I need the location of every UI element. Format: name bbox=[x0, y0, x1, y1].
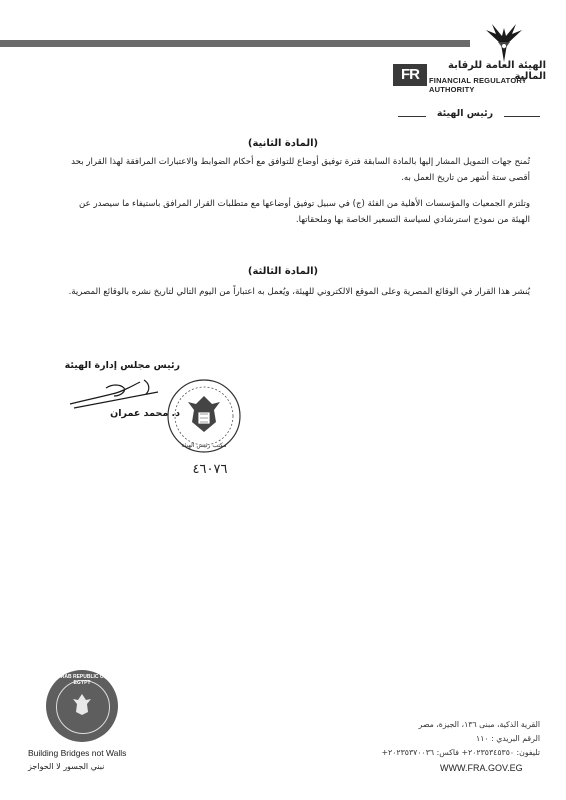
org-name-arabic: الهيئة العامة للرقابة المالية bbox=[448, 60, 546, 82]
stamp-caption: مكتب رئيس الهيئة bbox=[181, 442, 227, 449]
eagle-logo-icon bbox=[474, 22, 534, 64]
address-line1: القرية الذكية، مبنى ١٣٦، الجيزة، مصر bbox=[418, 720, 540, 729]
article2-heading: (المادة الثانية) bbox=[247, 138, 319, 149]
article3-heading: (المادة الثالثة) bbox=[247, 266, 319, 277]
office-title: رئيس الهيئة bbox=[436, 108, 494, 119]
egypt-eagle-icon bbox=[71, 692, 93, 716]
egypt-badge bbox=[46, 670, 118, 742]
article3-paragraph1: يُنشر هذا القرار في الوقائع المصرية وعلى الموقع الالكتروني للهيئة، ويُعمل به اعتباراً من اليوم التالي لتاريخ نشره بالوقائع المصرية. bbox=[68, 287, 530, 297]
phone-fax-line: تليفون: ٢٠٢٣٥٣٤٥٣٥٠+ فاكس: ٢٠٢٣٥٣٧٠٠٣٦+ bbox=[381, 748, 540, 757]
slogan-english: Building Bridges not Walls bbox=[28, 748, 127, 758]
address-line2: الرقم البريدي : ١١٠ bbox=[476, 734, 540, 743]
egypt-badge-text: ARAB REPUBLIC OF EGYPT bbox=[57, 674, 107, 686]
article2-paragraph1: تُمنح جهات التمويل المشار إليها بالمادة السابقة فترة توفيق أوضاع للتوافق مع أحكام الضوابط والاعتبارات المرافقة لهذا القرار بحد أقصى ستة أشهر من تاريخ العمل به. bbox=[71, 157, 530, 183]
header-band bbox=[0, 40, 470, 47]
fra-logo-mark: FR bbox=[393, 64, 427, 86]
slogan-arabic: نبني الجسور لا الحواجز bbox=[28, 762, 105, 771]
handwritten-signature bbox=[66, 374, 166, 412]
signatory-name: د. محمد عمران bbox=[110, 408, 180, 419]
title-dash-left bbox=[398, 116, 426, 117]
org-name-english: FINANCIAL REGULATORY AUTHORITY bbox=[429, 76, 527, 94]
article2-paragraph2: وتلتزم الجمعيات والمؤسسات الأهلية من الفئة (ج) في سبيل توفيق أوضاعها مع متطلبات القرار المرافق باستيفاء ما سيصدر عن الهيئة من نموذج استرشادي لسياسة التسعير الخاصة بها وملحقاتها. bbox=[79, 199, 530, 225]
document-number: ٤٦٠٧٦ bbox=[192, 462, 228, 477]
website-link[interactable]: WWW.FRA.GOV.EG bbox=[440, 763, 523, 773]
title-dash-right bbox=[504, 116, 540, 117]
header bbox=[0, 0, 566, 130]
signatory-title: رئيس مجلس إدارة الهيئة bbox=[64, 360, 180, 371]
